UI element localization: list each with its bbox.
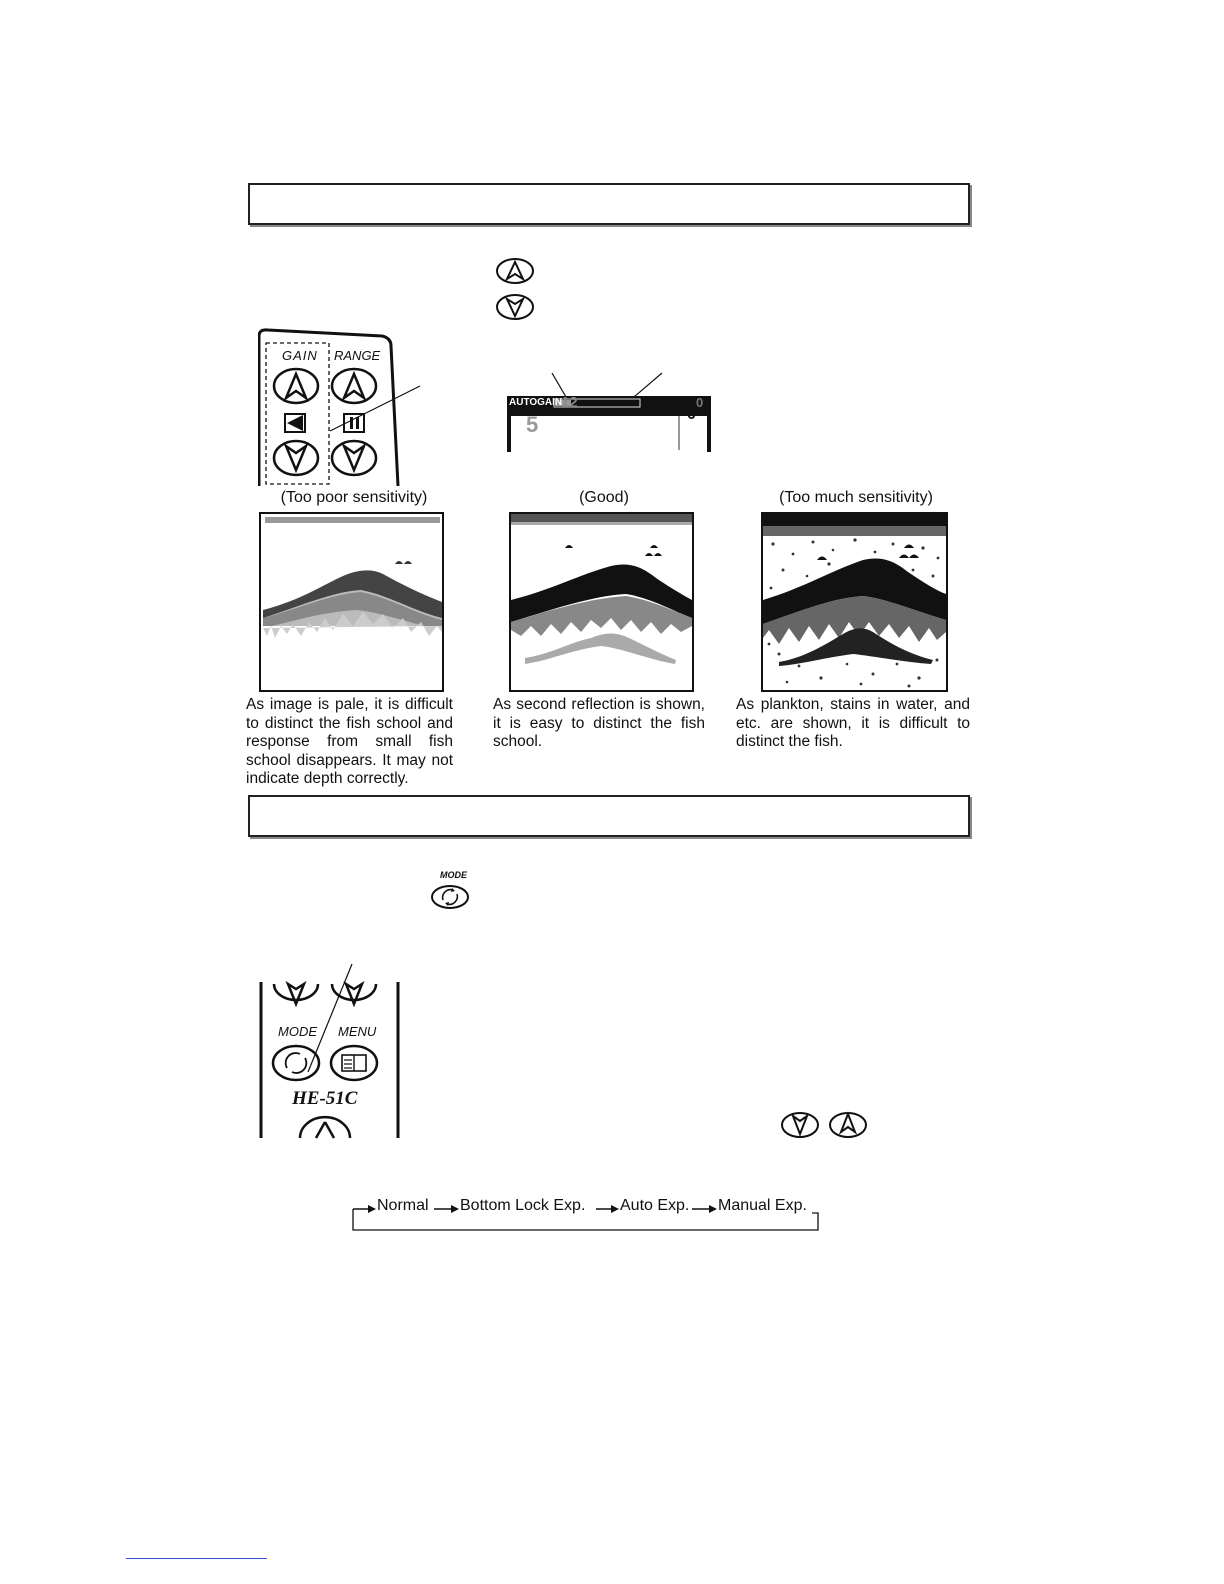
keypad-top — [258, 328, 448, 486]
range-label: RANGE — [334, 348, 381, 363]
down-key-icon — [497, 295, 533, 319]
mode-key-icon — [430, 870, 472, 910]
down-up-keys-icons — [780, 1110, 872, 1140]
mode-label: MODE — [278, 1024, 317, 1039]
mode-icon-label: MODE — [440, 870, 467, 880]
down-key-small-icon — [782, 1113, 818, 1137]
model-label: HE-51C — [292, 1088, 358, 1109]
poor-title: (Too poor sensitivity) — [280, 489, 428, 506]
gain-up-icon — [274, 369, 318, 403]
echo-image-poor — [261, 514, 442, 690]
menu-label: MENU — [338, 1024, 377, 1039]
echo-panel-much — [761, 512, 948, 692]
section-header-gain — [248, 183, 970, 225]
menu-button-icon — [331, 1046, 377, 1080]
good-title: (Good) — [579, 489, 629, 506]
left-arrow-icon — [285, 414, 305, 432]
much-title: (Too much sensitivity) — [779, 489, 933, 506]
echo-image-much — [763, 514, 946, 690]
keypad-bottom — [258, 962, 404, 1140]
gain-value: 12 — [561, 394, 578, 411]
up-key-icon — [497, 259, 533, 283]
callout-line — [308, 964, 352, 1072]
autogain-label: AUTOGAIN — [509, 397, 563, 408]
echo-image-good — [511, 514, 692, 690]
range-value: 5 — [526, 412, 539, 437]
mode-auto-exp: Auto Exp. — [620, 1197, 690, 1214]
range-down-icon — [332, 441, 376, 475]
range-up-icon — [332, 369, 376, 403]
zero-top-value: 0 — [696, 395, 704, 410]
mode-manual-exp: Manual Exp. — [718, 1197, 807, 1214]
gain-down-key-icon — [274, 984, 318, 1004]
gain-down-icon — [274, 441, 318, 475]
screen-strip — [506, 370, 712, 452]
mode-bottom-lock-exp: Bottom Lock Exp. — [460, 1197, 586, 1214]
mode-cycle-flow — [352, 1197, 819, 1231]
section-header-mode — [248, 795, 970, 837]
good-caption: As second reflection is shown, it is easy to distinct the fish school. — [493, 696, 705, 750]
zero-value: 0 — [687, 406, 696, 423]
up-key-partial-icon — [300, 1117, 350, 1138]
up-key-small-icon — [830, 1113, 866, 1137]
echo-panel-good — [509, 512, 694, 692]
mode-normal: Normal — [377, 1197, 429, 1214]
echo-panel-poor — [259, 512, 444, 692]
gain-label: GAIN — [282, 348, 318, 363]
gain-keys-icons — [494, 257, 538, 323]
much-caption: As plankton, stains in water, and etc. are shown, it is difficult to distinct the fish. — [736, 696, 970, 750]
range-down-key-icon — [332, 984, 376, 1004]
poor-caption: As image is pale, it is difficult to distinct the fish school and response from small fish school disappears. It may not indicate depth correctly. — [246, 696, 453, 787]
footer-rule — [126, 1558, 267, 1559]
